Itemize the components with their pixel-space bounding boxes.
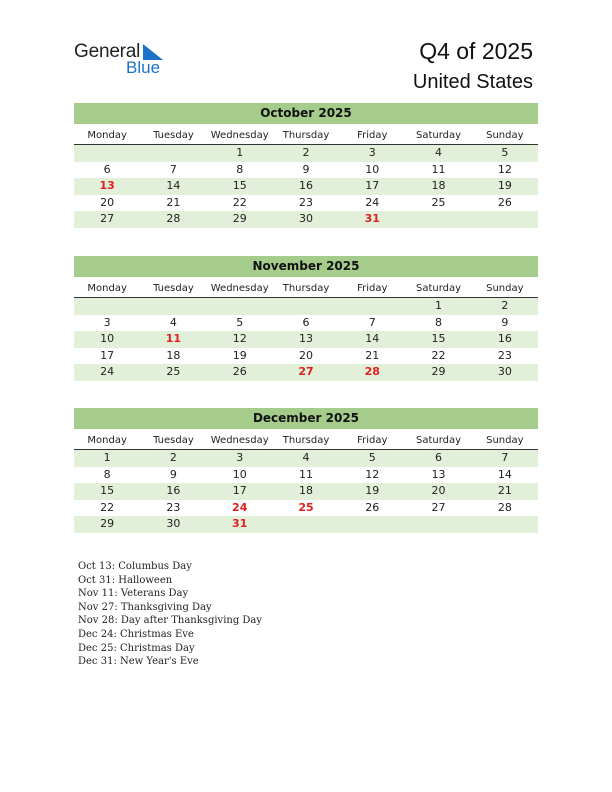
- date-cell: 23: [298, 195, 313, 209]
- date-cell: 18: [431, 179, 446, 192]
- weekday-label: Monday: [87, 435, 127, 446]
- holiday-list-item: Dec 25: Christmas Day: [78, 642, 195, 654]
- weekday-label: Monday: [87, 130, 127, 141]
- holiday-list-item: Nov 27: Thanksgiving Day: [78, 601, 212, 613]
- date-cell: 15: [100, 484, 115, 497]
- date-cell: [339, 298, 405, 315]
- date-cell: [207, 298, 273, 315]
- date-cell: 5: [236, 315, 244, 329]
- page-subtitle: United States: [412, 71, 533, 93]
- date-cell: 24: [365, 195, 380, 209]
- date-cell: [273, 298, 339, 315]
- date-cell: 6: [302, 315, 310, 329]
- holiday-date-cell: 25: [298, 500, 314, 514]
- date-cell: 1: [236, 146, 244, 159]
- holiday-date-cell: 28: [364, 365, 380, 378]
- date-cell: 18: [166, 348, 181, 362]
- date-cell: 28: [497, 500, 512, 514]
- date-cell: 3: [103, 315, 111, 329]
- date-cell: 12: [497, 162, 512, 176]
- date-cell: 5: [368, 451, 376, 464]
- date-cell: 14: [166, 179, 181, 192]
- date-cell: 22: [100, 500, 115, 514]
- date-cell: [74, 298, 140, 315]
- date-cell: 29: [431, 365, 446, 378]
- date-cell: 12: [365, 467, 380, 481]
- date-cell: 9: [501, 315, 509, 329]
- date-cell: 19: [497, 179, 512, 192]
- date-cell: 18: [298, 484, 313, 497]
- month-calendar: [74, 408, 538, 533]
- date-cell: 8: [236, 162, 244, 176]
- date-cell: 23: [166, 500, 181, 514]
- date-cell: 9: [302, 162, 310, 176]
- date-cell: 22: [431, 348, 446, 362]
- date-cell: 8: [103, 467, 111, 481]
- holiday-date-cell: 31: [364, 212, 380, 225]
- date-cell: 29: [100, 517, 115, 530]
- month-calendar: [74, 256, 538, 381]
- date-cell: 6: [103, 162, 111, 176]
- date-cell: [339, 516, 405, 533]
- date-cell: 10: [365, 162, 380, 176]
- weekday-label: Friday: [357, 130, 388, 141]
- holiday-list-item: Nov 11: Veterans Day: [78, 588, 189, 600]
- week-row: [74, 348, 538, 365]
- date-cell: 7: [368, 315, 376, 329]
- date-cell: 16: [166, 484, 181, 497]
- logo-text-blue: Blue: [126, 58, 161, 77]
- date-cell: 29: [232, 212, 247, 225]
- date-cell: 14: [365, 332, 380, 345]
- date-cell: [405, 516, 471, 533]
- date-cell: 12: [232, 332, 247, 345]
- holiday-date-cell: 31: [232, 517, 248, 530]
- date-cell: 22: [232, 195, 247, 209]
- week-row: [74, 315, 538, 332]
- holiday-list-item: Dec 31: New Year's Eve: [78, 656, 199, 668]
- weekday-label: Sunday: [486, 130, 524, 141]
- date-cell: 6: [435, 451, 443, 464]
- date-cell: 28: [166, 212, 181, 225]
- date-cell: 5: [501, 146, 509, 159]
- date-cell: 9: [169, 467, 177, 481]
- weekday-label: Saturday: [416, 435, 462, 446]
- date-cell: 19: [232, 348, 247, 362]
- page-title: Q4 of 2025: [419, 38, 533, 64]
- date-cell: 23: [497, 348, 512, 362]
- month-title: November 2025: [74, 256, 538, 277]
- date-cell: 30: [166, 517, 181, 530]
- week-row: [74, 483, 538, 500]
- holiday-list-item: Oct 31: Halloween: [78, 574, 173, 586]
- date-cell: 14: [497, 467, 512, 481]
- date-cell: 11: [431, 162, 446, 176]
- holiday-list-item: Dec 24: Christmas Eve: [78, 628, 194, 640]
- date-cell: [472, 211, 538, 228]
- weekday-label: Tuesday: [153, 435, 194, 446]
- week-row: [74, 467, 538, 484]
- weekday-label: Wednesday: [210, 435, 269, 446]
- date-cell: 13: [431, 467, 446, 481]
- weekday-label: Sunday: [486, 435, 524, 446]
- week-row: [74, 331, 538, 348]
- weekday-label: Sunday: [486, 283, 524, 294]
- date-cell: 10: [232, 467, 247, 481]
- date-cell: 2: [302, 146, 310, 159]
- weekday-header-row: [74, 432, 538, 450]
- date-cell: 16: [298, 179, 313, 192]
- holiday-date-cell: 27: [298, 365, 314, 378]
- month-calendar: [74, 103, 538, 228]
- weekday-label: Friday: [357, 283, 388, 294]
- weekday-label: Saturday: [416, 283, 462, 294]
- date-cell: 30: [497, 365, 512, 378]
- week-row: [74, 178, 538, 195]
- date-cell: 2: [169, 451, 177, 464]
- date-cell: 3: [236, 451, 244, 464]
- date-cell: 13: [298, 332, 313, 345]
- holiday-date-cell: 13: [99, 179, 115, 192]
- date-cell: 21: [166, 195, 181, 209]
- date-cell: 8: [435, 315, 443, 329]
- date-cell: 15: [232, 179, 247, 192]
- date-cell: 26: [232, 365, 247, 378]
- date-cell: [273, 516, 339, 533]
- week-row: [74, 450, 538, 467]
- weekday-label: Wednesday: [210, 283, 269, 294]
- date-cell: 21: [365, 348, 380, 362]
- weekday-label: Monday: [87, 283, 127, 294]
- week-row: [74, 298, 538, 315]
- holiday-date-cell: 24: [232, 500, 248, 514]
- date-cell: 15: [431, 332, 446, 345]
- weekday-label: Thursday: [282, 283, 330, 294]
- date-cell: 3: [368, 146, 376, 159]
- date-cell: 26: [365, 500, 380, 514]
- month-title: October 2025: [74, 103, 538, 124]
- date-cell: 20: [298, 348, 313, 362]
- holiday-list-item: Oct 13: Columbus Day: [78, 561, 192, 572]
- holiday-date-cell: 11: [165, 332, 182, 345]
- date-cell: 19: [365, 484, 380, 497]
- date-cell: 17: [232, 484, 247, 497]
- date-cell: 24: [100, 365, 115, 378]
- date-cell: 16: [497, 332, 512, 345]
- date-cell: 20: [100, 195, 115, 209]
- brand-logo: [74, 41, 174, 81]
- week-row: [74, 162, 538, 179]
- date-cell: 1: [435, 299, 443, 312]
- weekday-label: Saturday: [416, 130, 462, 141]
- date-cell: 20: [431, 484, 446, 497]
- date-cell: 4: [169, 315, 177, 329]
- holiday-list-item: Nov 28: Day after Thanksgiving Day: [78, 615, 263, 627]
- weekday-label: Wednesday: [210, 130, 269, 141]
- date-cell: 17: [365, 179, 380, 192]
- week-row: [74, 516, 538, 533]
- date-cell: 7: [169, 162, 177, 176]
- date-cell: 4: [435, 146, 443, 159]
- date-cell: [405, 211, 471, 228]
- date-cell: 2: [501, 299, 509, 312]
- weekday-header-row: [74, 127, 538, 145]
- week-row: [74, 145, 538, 162]
- date-cell: 17: [100, 348, 115, 362]
- month-title: December 2025: [74, 408, 538, 429]
- week-row: [74, 364, 538, 381]
- date-cell: 27: [100, 212, 115, 225]
- date-cell: 25: [166, 365, 181, 378]
- date-cell: [140, 298, 206, 315]
- logo-text-general: General: [74, 41, 141, 62]
- weekday-label: Thursday: [282, 435, 330, 446]
- date-cell: 30: [298, 212, 313, 225]
- date-cell: 25: [431, 195, 446, 209]
- date-cell: [472, 516, 538, 533]
- weekday-label: Tuesday: [153, 130, 194, 141]
- weekday-label: Tuesday: [153, 283, 194, 294]
- weekday-header-row: [74, 280, 538, 298]
- week-row: [74, 195, 538, 212]
- weekday-label: Thursday: [282, 130, 330, 141]
- date-cell: 11: [298, 467, 313, 481]
- date-cell: 1: [103, 451, 111, 464]
- week-row: [74, 500, 538, 517]
- date-cell: 7: [501, 451, 509, 464]
- date-cell: 27: [431, 500, 446, 514]
- date-cell: 10: [100, 332, 115, 345]
- date-cell: 21: [497, 484, 512, 497]
- week-row: [74, 211, 538, 228]
- weekday-label: Friday: [357, 435, 388, 446]
- holiday-list: [78, 560, 378, 669]
- date-cell: [140, 145, 206, 162]
- date-cell: 4: [302, 451, 310, 464]
- date-cell: [74, 145, 140, 162]
- date-cell: 26: [497, 195, 512, 209]
